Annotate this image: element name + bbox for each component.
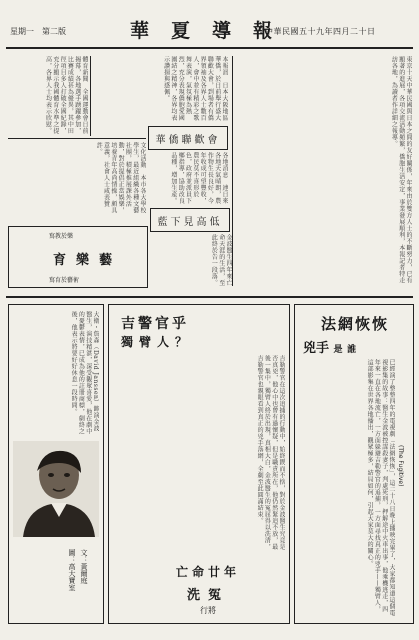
mid-center-lower-text: 金波醫生四年來亡命天涯的生活，至此終於告一段落。 bbox=[210, 234, 232, 286]
hrule-left bbox=[8, 138, 146, 139]
escape-title-3: 行將 bbox=[200, 606, 216, 615]
caption-label-2: 圖： bbox=[68, 549, 76, 563]
col-rule-1 bbox=[232, 56, 233, 286]
article-mid-center-lower bbox=[150, 234, 232, 286]
section-divider bbox=[6, 296, 413, 298]
caption-col-1 bbox=[79, 549, 89, 584]
fugitive-title-main: 法網恢恢 bbox=[321, 315, 390, 333]
article-top-middle bbox=[94, 56, 228, 122]
police-article bbox=[108, 304, 290, 624]
escape-title-2: 洗冤 bbox=[186, 588, 229, 603]
paper-title: 華夏導報 bbox=[130, 20, 295, 42]
seen-under-blue-box bbox=[150, 208, 230, 232]
date-line: 中華民國五十九年四月二十日 bbox=[265, 27, 376, 36]
article-mid-left bbox=[8, 142, 146, 218]
chinese-meeting-box bbox=[148, 126, 228, 150]
portrait-illustration bbox=[13, 441, 99, 537]
fugitive-sub-3: 誰 bbox=[347, 345, 357, 355]
left-body bbox=[13, 311, 99, 435]
fugitive-sub-2: 是 bbox=[333, 345, 343, 355]
caption-col-2 bbox=[67, 549, 77, 591]
col-rule-2 bbox=[90, 56, 91, 136]
edition-line: 星期一 第二版 bbox=[10, 27, 66, 36]
portrait-caption bbox=[17, 549, 97, 613]
music-title: 育樂藝 bbox=[53, 253, 123, 268]
music-caption-top: 寫教於樂 bbox=[49, 233, 74, 240]
top-middle-text: 本報訊 日本大阪地區華僑，於日前舉行盛大聯歡大會，到場者有僑界領袖及各界人士數百人，會中並有精彩之歌舞表演，氣氛極為熱烈，充分表現僑胞愛國團結之精神，各界均表示讚揚與感佩。 bbox=[162, 56, 228, 121]
police-title-1: 吉警官乎 bbox=[121, 316, 189, 332]
music-box bbox=[8, 226, 148, 288]
article-top-right bbox=[236, 56, 412, 286]
fugitive-sub-4: 兇手 bbox=[303, 341, 330, 356]
article-top-left bbox=[8, 56, 88, 136]
caption-name-1: 黃爾庭 bbox=[80, 563, 88, 584]
chinese-meeting-title: 華僑聯歡會 bbox=[155, 134, 221, 146]
seen-under-blue-title: 藍下見高低 bbox=[157, 216, 223, 228]
left-body-text: 大衛・詹森（David Janssen）飾演金波醫生，演技精湛，深受觀眾喜愛，他在劇中的憂鬱表情，已成為他的註冊商標，劇終之後，他表示將要好好休息一段時間。 bbox=[70, 311, 99, 435]
fugitive-body bbox=[299, 359, 395, 617]
fugitive-body-text: 已經演了整整四年的電視劇「法網恢恢」，這二十八日晚上播映完畢了，大家都知道這個電視影集的故事：醫生金波被控謀殺妻子，判處死刑，押解途中火車出事，他乘機逃走，四年來一直在各地流亡，一方面躲避吉勒警官的追捕，一方面尋找真正的兇手——獨臂人，這部影集在世界各地播出，觀眾極多，結局如何，引起大家莫大的關心。 bbox=[366, 359, 395, 616]
caption-label-1: 文： bbox=[80, 549, 88, 563]
top-right-text: 東京十天中華民國與日本之間的友好關係，年來由於雙方人士的不斷努力，已有顯著的進展，各項交流活動頻繁，僑胞生活安定，事業發展順利，本報記者特走訪各地，為讀者作詳細之報導。 bbox=[390, 56, 412, 284]
fugitive-article bbox=[294, 304, 414, 624]
masthead-rule bbox=[6, 47, 413, 49]
escape-title-1: 亡命廿年 bbox=[175, 565, 240, 579]
top-left-text: 體育新聞 全國運動會日前揭幕，各地選手踴躍參加，比賽成績甚為優異，其中田徑項目多人打破全國紀錄，充分顯示我國體育水準之提高，各界人士均表示欣慰。 bbox=[44, 56, 88, 134]
escape-title bbox=[173, 563, 243, 616]
mid-left-text: 文化活動 本市各大學校學生，最近組織各種文藝社團，積極推展課外活動，對於提倡正當娛樂，培養青年高尚情操，頗具意義，社會人士咸表贊許。 bbox=[95, 142, 146, 214]
police-title-2: 獨臂人？ bbox=[121, 335, 194, 349]
left-article bbox=[8, 304, 104, 624]
police-body-text: 吉勒警官在這次追捕的行動中，始終鍥而不捨，對於金波醫生究竟是否真兇，他心中也曾有過懷疑，但是職責所在，他仍然緊追不放，最後一集中，獨臂人終於出現，真相大白，金波醫生的冤屈得以洗清，吉勒警官也親眼看到真正的兇手落網，全劇至此圓滿結束。 bbox=[256, 355, 285, 550]
actor-portrait bbox=[13, 441, 99, 537]
masthead bbox=[0, 0, 419, 60]
fugitive-title-sub bbox=[303, 337, 356, 356]
mid-center-text: 各地消息 連日來各地天氣晴朗，農作物生長良好，今年收成可望豐收，農民莫不喜形於色，政府並派員下鄉指導，協助改良品種，增加生產。 bbox=[169, 152, 228, 204]
police-body bbox=[113, 355, 285, 555]
music-caption-bottom: 寫育於藝術 bbox=[49, 277, 80, 284]
caption-name-2: 高大寶室 bbox=[68, 563, 76, 591]
fugitive-english-tag: (The Fugitive) bbox=[397, 445, 404, 487]
